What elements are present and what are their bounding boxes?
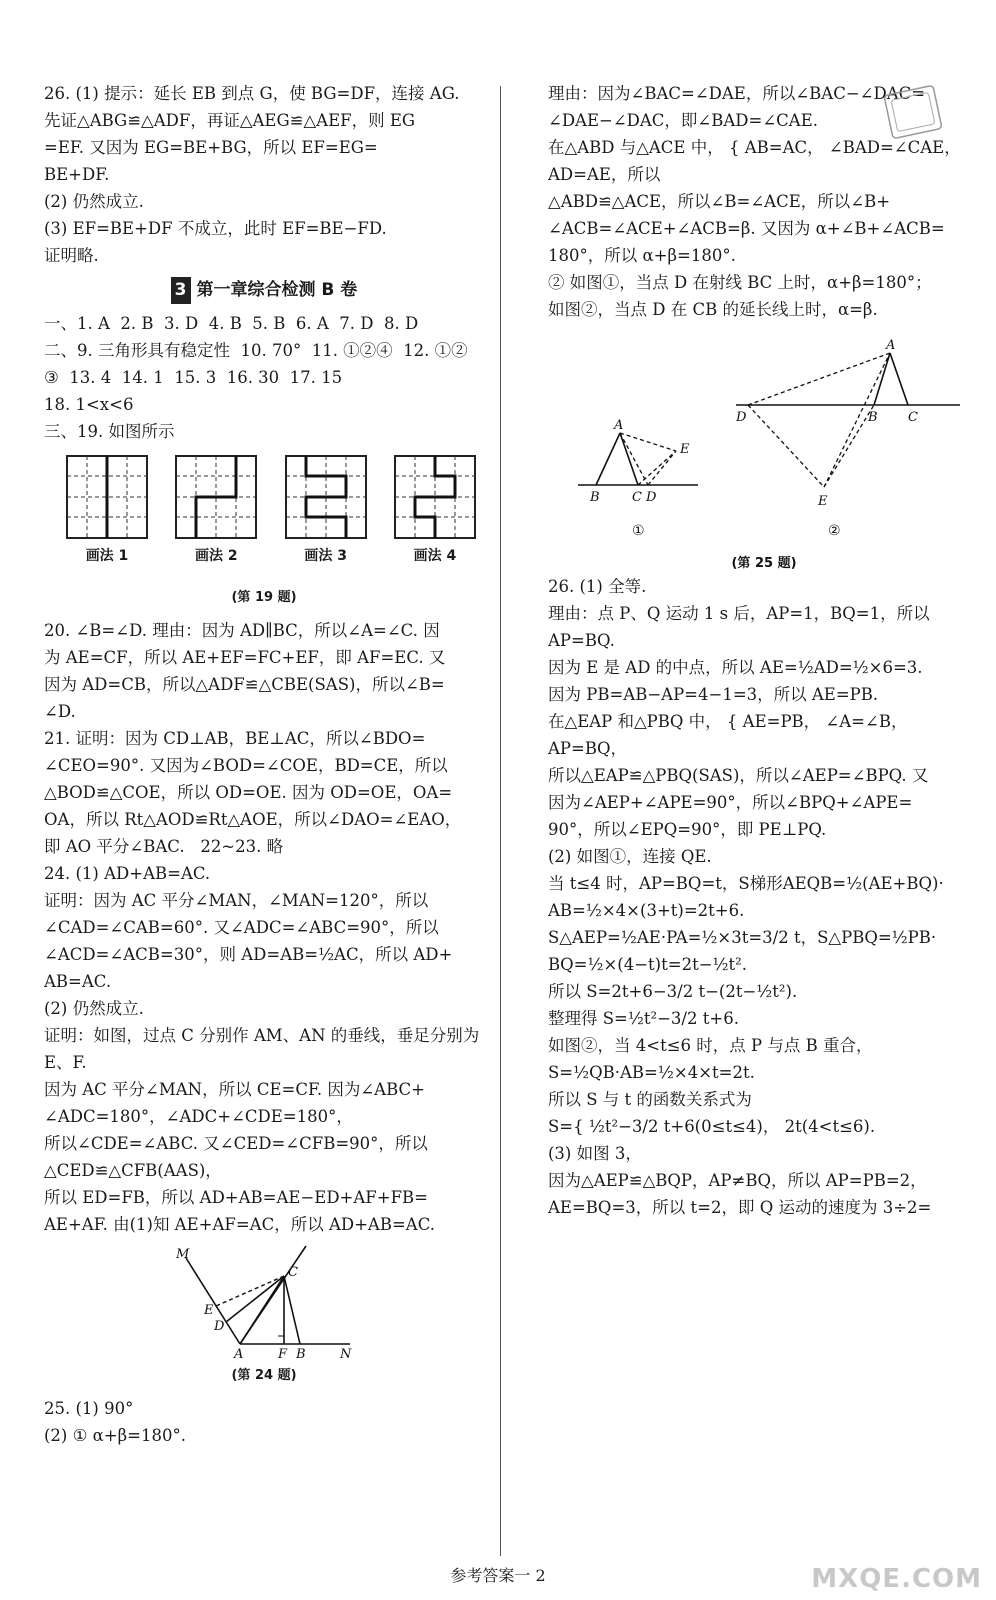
text-line: 所以 S=2t+6−3/2 t−(2t−½t²). (548, 982, 798, 1001)
text-line: 在△ABD 与△ACE 中， { AB=AC， ∠BAD=∠CAE， AD=AE，所以 (548, 138, 966, 184)
text-line: AB=½×4×(3+t)=2t+6. (548, 901, 745, 920)
text-line: 先证△ABG≌△ADF，再证△AEG≌△AEF，则 EG (44, 111, 416, 130)
text-line: BQ=½×(4−t)t=2t−½t². (548, 955, 748, 974)
text-line: 180°，所以 α+β=180°. (548, 246, 736, 265)
text-line: (2) 仍然成立. (44, 192, 144, 211)
point-label: E (818, 494, 828, 509)
text-line: 24. (1) AD+AB=AC. (44, 864, 211, 883)
figure-19-caption: (第 19 题) (231, 590, 297, 605)
grid-drawing-1 (66, 455, 148, 570)
section-number: 3 (171, 277, 191, 304)
point-label: D (214, 1319, 225, 1334)
q20-24-block (44, 617, 484, 1238)
text-line: 所以△EAP≌△PBQ(SAS)，所以∠AEP=∠BPQ. 又 (548, 766, 929, 785)
text-line: 如图②，当 4<t≤6 时，点 P 与点 B 重合， (548, 1036, 873, 1055)
text-line: =EF. 又因为 EG=BE+BG，所以 EF=EG= (44, 138, 378, 157)
point-label: N (340, 1347, 352, 1358)
grid-figure-3 (285, 455, 367, 539)
grid-figure-1 (66, 455, 148, 539)
text-line: AE+AF. 由(1)知 AE+AF=AC，所以 AD+AB=AC. (44, 1215, 435, 1234)
point-label: C (288, 1265, 298, 1280)
figure-number: ① (632, 523, 645, 539)
text-line: 90°，所以∠EPQ=90°，即 PE⊥PQ. (548, 820, 827, 839)
page-footer: 参考答案一 2 (450, 1566, 546, 1585)
point-label: A (234, 1347, 244, 1358)
point-label: C (908, 410, 918, 425)
text-line: AB=AC. (44, 972, 112, 991)
point-label: A (614, 418, 624, 433)
grid-drawing-4 (394, 455, 476, 570)
watermark: MXQE.COM (811, 1564, 982, 1594)
text-line: 因为 AD=CB，所以△ADF≌△CBE(SAS)，所以∠B= (44, 675, 445, 694)
grid-drawing-2 (175, 455, 257, 570)
text-line: OA，所以 Rt△AOD≌Rt△AOE，所以∠DAO=∠EAO， (44, 810, 462, 829)
text-line: 所以 S 与 t 的函数关系式为 (548, 1090, 752, 1109)
left-column (44, 80, 484, 1449)
text-line: 25. (1) 90° (44, 1399, 134, 1418)
text-line: 因为 AC 平分∠MAN，所以 CE=CF. 因为∠ABC+ (44, 1080, 425, 1099)
text-line: ∠D. (44, 702, 76, 721)
point-label: F (278, 1347, 288, 1358)
text-line: S={ ½t²−3/2 t+6(0≤t≤4)， 2t(4<t≤6). (548, 1117, 876, 1136)
q25-block (44, 1395, 484, 1449)
text-line: 证明：如图，过点 C 分别作 AM、AN 的垂线，垂足分别为 (44, 1026, 480, 1045)
text-line: (2) 仍然成立. (44, 999, 144, 1018)
text-line: 21. 证明：因为 CD⊥AB，BE⊥AC，所以∠BDO= (44, 729, 426, 748)
grid-label: 画法 4 (413, 548, 457, 564)
grid-label: 画法 1 (85, 548, 129, 564)
grid-drawing-3 (285, 455, 367, 570)
text-line: △BOD≌△COE，所以 OD=OE. 因为 OD=OE，OA= (44, 783, 453, 802)
point-label: M (176, 1247, 190, 1262)
q26-right-block (548, 573, 980, 1221)
grid-label: 画法 2 (195, 548, 238, 564)
text-line: S△AEP=½AE·PA=½×3t=3/2 t，S△PBQ=½PB· (548, 928, 937, 947)
text-line: 为 AE=CF，所以 AE+EF=FC+EF，即 AF=EC. 又 (44, 648, 446, 667)
text-line: 当 t≤4 时，AP=BQ=t，S梯形AEQB=½(AE+BQ)· (548, 874, 944, 893)
text-line: (2) ① α+β=180°. (44, 1426, 186, 1445)
point-label: E (204, 1303, 214, 1318)
text-line: △ABD≌△ACE，所以∠B=∠ACE，所以∠B+ (548, 192, 891, 211)
point-label: B (868, 410, 878, 425)
text-line: 所以 ED=FB，所以 AD+AB=AE−ED+AF+FB= (44, 1188, 428, 1207)
text-line: ② 如图①，当点 D 在射线 BC 上时，α+β=180°； (548, 273, 932, 292)
text-line: 26. (1) 全等. (548, 577, 647, 596)
text-line: 因为△AEP≌△BQP，AP≠BQ，所以 AP=PB=2， (548, 1171, 927, 1190)
text-line: S=½QB·AB=½×4×t=2t. (548, 1063, 755, 1082)
text-line: (3) 如图 3， (548, 1144, 642, 1163)
text-line: 所以∠CDE=∠ABC. 又∠CED=∠CFB=90°，所以 (44, 1134, 428, 1153)
text-line: ∠DAE−∠DAC，即∠BAD=∠CAE. (548, 111, 819, 130)
text-line: 三、19. 如图所示 (44, 422, 175, 441)
text-line: 证明：因为 AC 平分∠MAN，∠MAN=120°，所以 (44, 891, 429, 910)
figure-24 (44, 1238, 484, 1358)
stamp-graphic (880, 84, 946, 146)
text-line: 证明略. (44, 246, 99, 265)
figure-19 (44, 445, 484, 570)
text-line: ∠ACB=∠ACE+∠ACB=β. 又因为 α+∠B+∠ACB= (548, 219, 945, 238)
text-line: 理由：因为∠BAC=∠DAE，所以∠BAC−∠DAC= (548, 84, 926, 103)
text-line: (3) EF=BE+DF 不成立，此时 EF=BE−FD. (44, 219, 387, 238)
grid-figure-2 (175, 455, 257, 539)
text-line: ∠CEO=90°. 又因为∠BOD=∠COE，BD=CE，所以 (44, 756, 448, 775)
text-line: 二、9. 三角形具有稳定性 10. 70° 11. ①②④ 12. ①② (44, 341, 468, 360)
text-line: △CED≌△CFB(AAS)， (44, 1161, 222, 1180)
text-line: 如图②，当点 D 在 CB 的延长线上时，α=β. (548, 300, 878, 319)
text-line: ∠CAD=∠CAB=60°. 又∠ADC=∠ABC=90°，所以 (44, 918, 439, 937)
text-line: 26. (1) 提示：延长 EB 到点 G，使 BG=DF，连接 AG. (44, 84, 460, 103)
text-line: 一、1. A 2. B 3. D 4. B 5. B 6. A 7. D 8. D (44, 314, 419, 333)
text-line: (2) 如图①，连接 QE. (548, 847, 712, 866)
point-label: A (886, 338, 896, 353)
point-label: D (736, 410, 747, 425)
text-line: 在△EAP 和△PBQ 中， { AE=PB， ∠A=∠B， AP=BQ， (548, 712, 913, 758)
text-line: ∠ADC=180°，∠ADC+∠CDE=180°， (44, 1107, 353, 1126)
point-label: C (632, 490, 642, 505)
section-title-text: 第一章综合检测 B 卷 (196, 280, 358, 300)
text-line: BE+DF. (44, 165, 110, 184)
q26-block (44, 80, 484, 269)
point-label: B (296, 1347, 306, 1358)
text-line: 因为∠AEP+∠APE=90°，所以∠BPQ+∠APE= (548, 793, 913, 812)
figure-number: ② (828, 523, 841, 539)
column-divider (500, 86, 501, 1556)
text-line: AE=BQ=3，所以 t=2，即 Q 运动的速度为 3÷2= (548, 1198, 932, 1217)
text-line: 因为 E 是 AD 的中点，所以 AE=½AD=½×6=3. (548, 658, 923, 677)
text-line: ∠ACD=∠ACB=30°，则 AD=AB=½AC，所以 AD+ (44, 945, 453, 964)
text-line: 18. 1<x<6 (44, 395, 134, 414)
text-line: 20. ∠B=∠D. 理由：因为 AD∥BC，所以∠A=∠C. 因 (44, 621, 440, 640)
text-line: 整理得 S=½t²−3/2 t+6. (548, 1009, 739, 1028)
point-label: D (646, 490, 657, 505)
point-label: E (680, 442, 690, 457)
answers-block (44, 310, 484, 445)
figure-24-caption: (第 24 题) (231, 1368, 297, 1383)
figure-25 (548, 323, 980, 573)
right-column (548, 80, 980, 1221)
grid-figure-4 (394, 455, 476, 539)
text-line: ③ 13. 4 14. 1 15. 3 16. 30 17. 15 (44, 368, 343, 387)
point-label: B (590, 490, 600, 505)
text-line: 因为 PB=AB−AP=4−1=3，所以 AE=PB. (548, 685, 879, 704)
grid-label: 画法 3 (304, 548, 347, 564)
text-line: 即 AO 平分∠BAC. 22~23. 略 (44, 837, 284, 856)
section-title (44, 277, 484, 304)
figure-25-caption: (第 25 题) (731, 556, 797, 571)
text-line: E、F. (44, 1053, 87, 1072)
text-line: 理由：点 P、Q 运动 1 s 后，AP=1，BQ=1，所以 AP=BQ. (548, 604, 935, 650)
